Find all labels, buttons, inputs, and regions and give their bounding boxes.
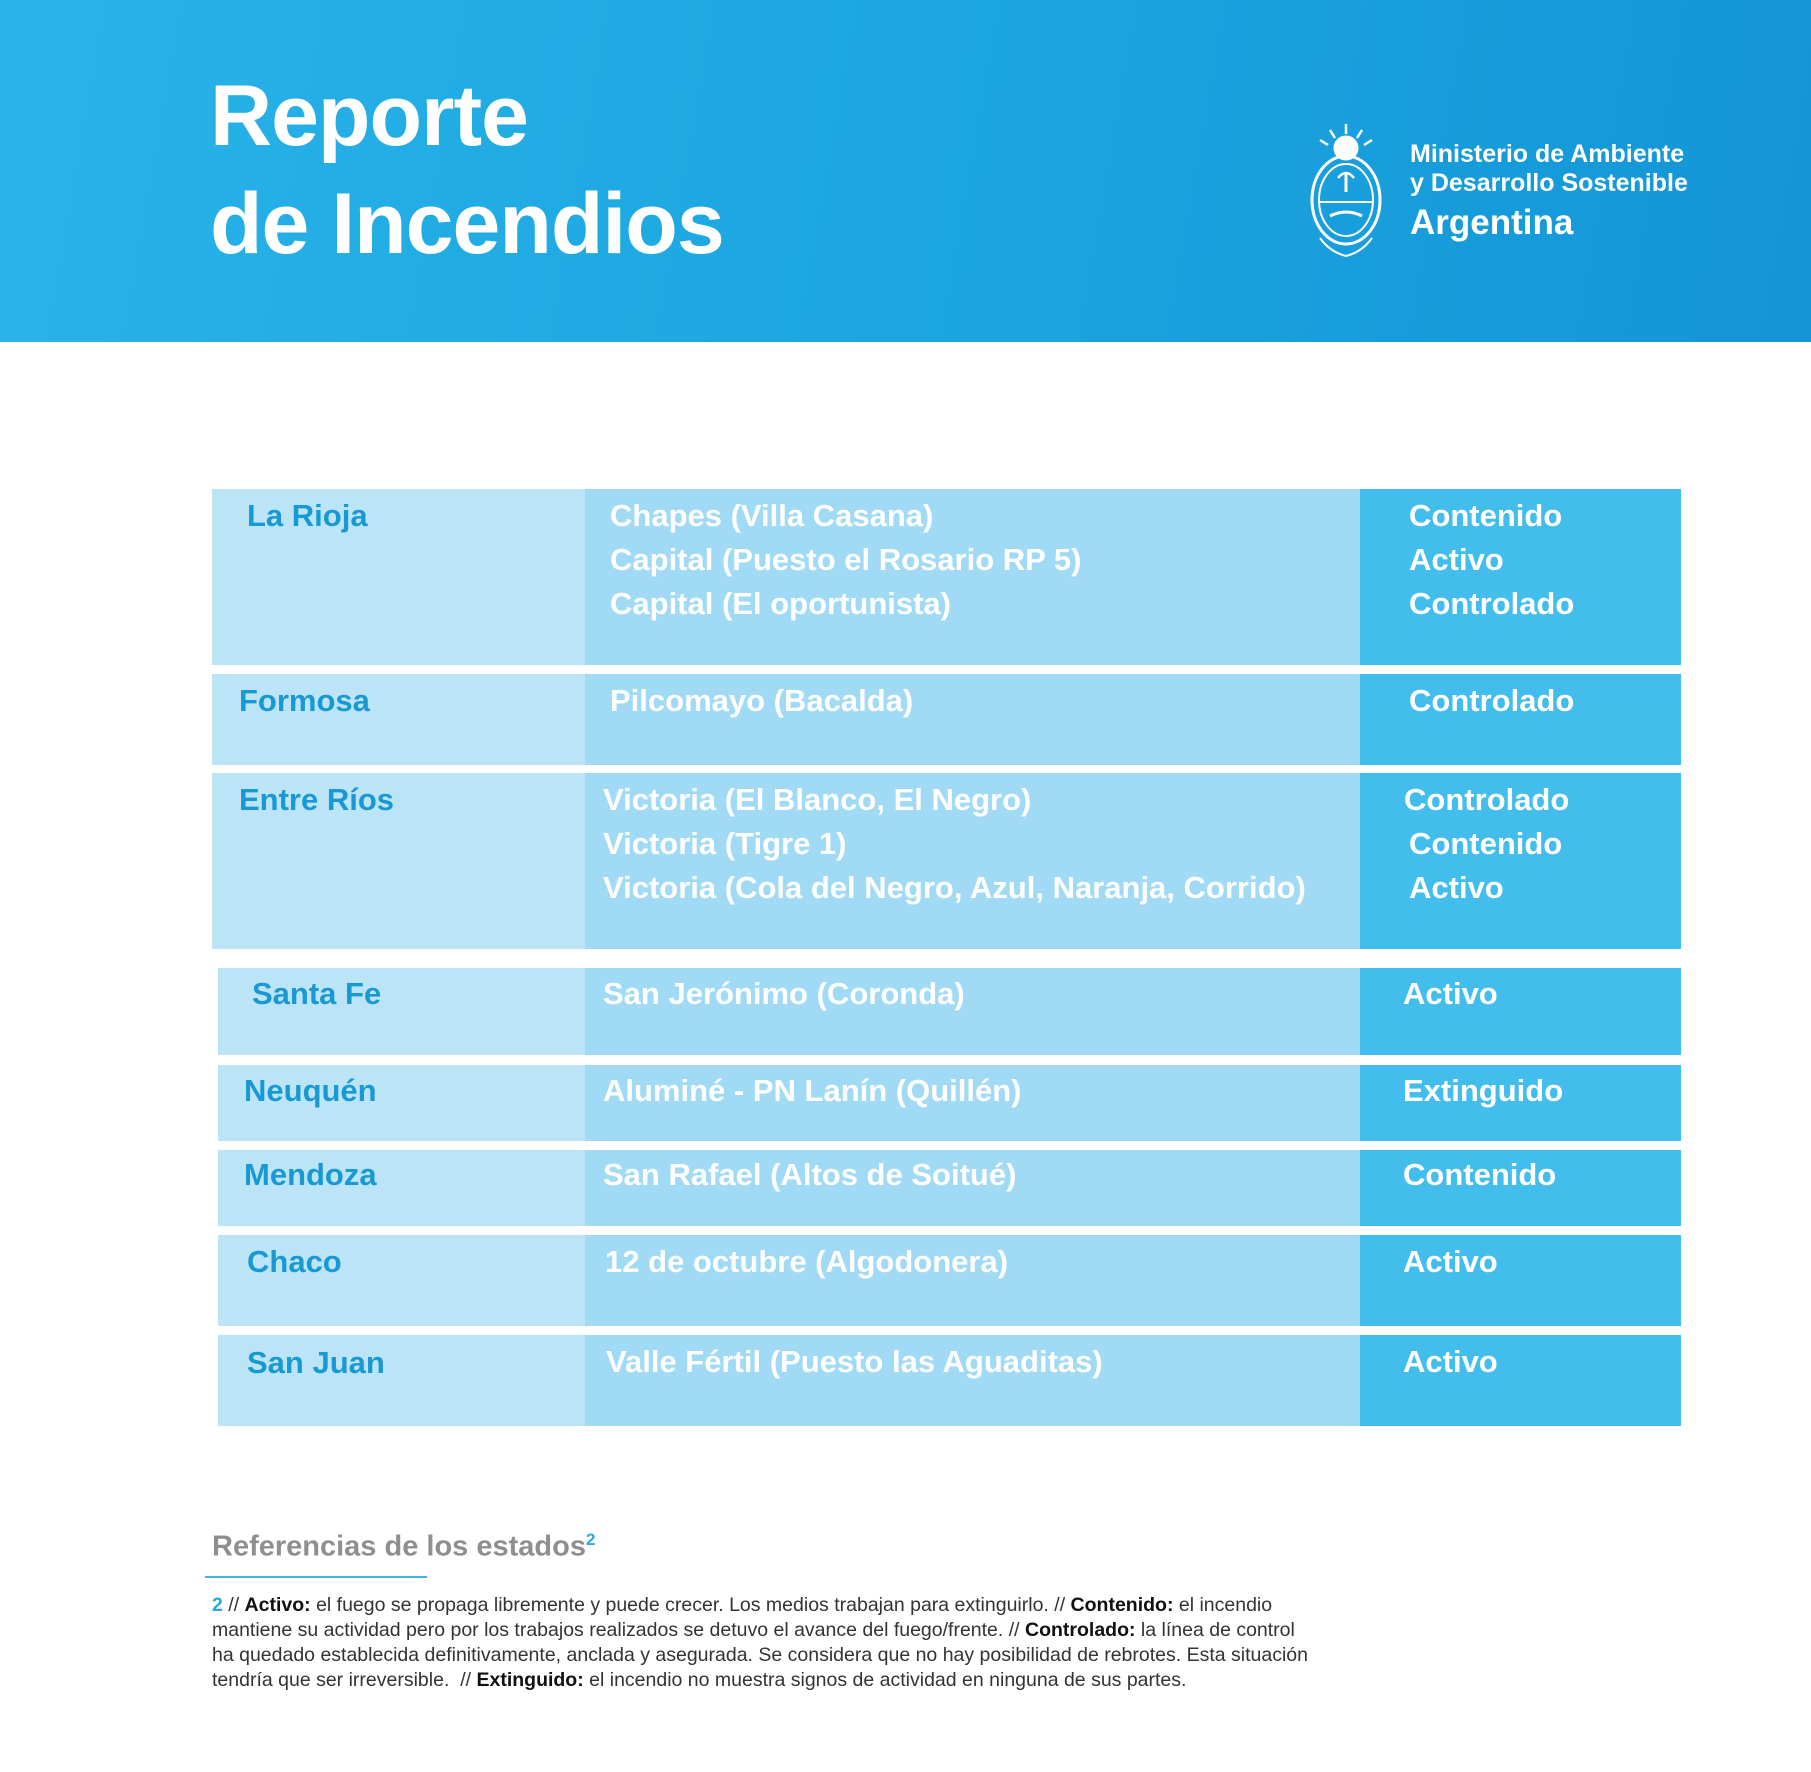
footnote-number: 2 [212, 1594, 223, 1616]
fire-status: Contenido [1409, 826, 1563, 861]
table-row-la-rioja [212, 489, 1681, 665]
table-row-chaco [218, 1235, 1681, 1326]
contenido-definition: el incendio [1178, 1594, 1273, 1616]
report-header [0, 0, 1811, 342]
controlado-label: Controlado: [1025, 1619, 1136, 1641]
fire-status: Activo [1409, 542, 1504, 577]
location-name: Capital (Puesto el Rosario RP 5) [610, 542, 1082, 577]
title-line-1: Reporte [210, 68, 528, 164]
controlado-definition-end: tendría que ser irreversible. [212, 1669, 450, 1691]
table-row-entre-rios [212, 773, 1681, 949]
table-row-san-juan [218, 1335, 1681, 1426]
activo-definition: el fuego se propaga libremente y puede crecer. Los medios trabajan para extinguirlo. [316, 1594, 1049, 1616]
province-name: Chaco [247, 1244, 342, 1279]
location-name: San Jerónimo (Coronda) [603, 976, 965, 1011]
location-name: Victoria (Tigre 1) [603, 826, 847, 861]
fire-status: Controlado [1409, 683, 1575, 718]
province-name: Formosa [239, 683, 370, 718]
references-heading [212, 1530, 595, 1564]
contenido-label: Contenido: [1070, 1594, 1174, 1616]
ministry-line-2: y Desarrollo Sostenible [1410, 169, 1688, 197]
location-name: Chapes (Villa Casana) [610, 498, 934, 533]
title-line-2: de Incendios [210, 176, 724, 272]
location-name: San Rafael (Altos de Soitué) [603, 1157, 1017, 1192]
location-name: Aluminé - PN Lanín (Quillén) [603, 1073, 1022, 1108]
table-row-mendoza [218, 1150, 1681, 1226]
fire-status: Activo [1403, 1344, 1498, 1379]
fire-status: Controlado [1404, 782, 1570, 817]
controlado-definition: la línea de control [1140, 1619, 1295, 1641]
province-name: La Rioja [247, 498, 368, 533]
fire-status: Activo [1403, 1244, 1498, 1279]
status-definitions-footnote: 2 // Activo: el fuego se propaga libremente y puede crecer. Los medios trabajan para extinguirlo. // Contenido: el incendio mantiene su actividad pero por los trabajos realizados se detuvo el avance del fuego/frente. // Controlado: la línea de control ha quedado establecida definitivamente, anclada y asegurada. Se considera que no hay posibilidad de rebrotes. Esta situación tendría que ser irreversible. // Extinguido: el incendio no muestra signos de actividad en ninguna de sus partes. [212, 1594, 1308, 1691]
location-name: Valle Fértil (Puesto las Aguaditas) [606, 1344, 1103, 1379]
fire-status: Contenido [1409, 498, 1563, 533]
table-row-neuquen [218, 1065, 1681, 1141]
ministry-name [1410, 140, 1688, 246]
province-name: Entre Ríos [239, 782, 395, 817]
ministry-logo [1300, 118, 1720, 258]
extinguido-label: Extinguido: [476, 1669, 584, 1691]
fire-status: Contenido [1403, 1157, 1557, 1192]
table-row-formosa [212, 674, 1681, 765]
location-name: Victoria (El Blanco, El Negro) [603, 782, 1032, 817]
province-name: Santa Fe [252, 976, 382, 1011]
ministry-line-1: Ministerio de Ambiente [1410, 140, 1685, 168]
coat-of-arms-icon [1300, 118, 1392, 258]
contenido-definition-cont: mantiene su actividad pero por los trabajos realizados se detuvo el avance del fuego/frente. [212, 1619, 1004, 1641]
province-name: Neuquén [244, 1073, 377, 1108]
controlado-definition-cont: ha quedado establecida definitivamente, anclada y asegurada. Se considera que no hay posibilidad de rebrotes. Esta situación [212, 1644, 1308, 1666]
extinguido-definition: el incendio no muestra signos de actividad en ninguna de sus partes. [589, 1669, 1187, 1691]
location-name: Capital (El oportunista) [610, 586, 951, 621]
fire-status: Activo [1409, 870, 1504, 905]
country-name: Argentina [1410, 203, 1574, 242]
activo-label: Activo: [244, 1594, 311, 1616]
location-name: Pilcomayo (Bacalda) [610, 683, 914, 718]
province-name: Mendoza [244, 1157, 377, 1192]
table-row-santa-fe [218, 968, 1681, 1055]
references-title: Referencias de los estados [212, 1530, 586, 1563]
province-name: San Juan [247, 1345, 385, 1380]
heading-underline [205, 1576, 427, 1578]
footnote-marker: 2 [585, 1530, 596, 1549]
location-name: Victoria (Cola del Negro, Azul, Naranja, Corrido) [603, 870, 1306, 905]
fire-status: Extinguido [1403, 1073, 1564, 1108]
page-title [210, 62, 724, 278]
fire-status: Controlado [1409, 586, 1575, 621]
location-name: 12 de octubre (Algodonera) [605, 1244, 1009, 1279]
fire-status: Activo [1403, 976, 1498, 1011]
